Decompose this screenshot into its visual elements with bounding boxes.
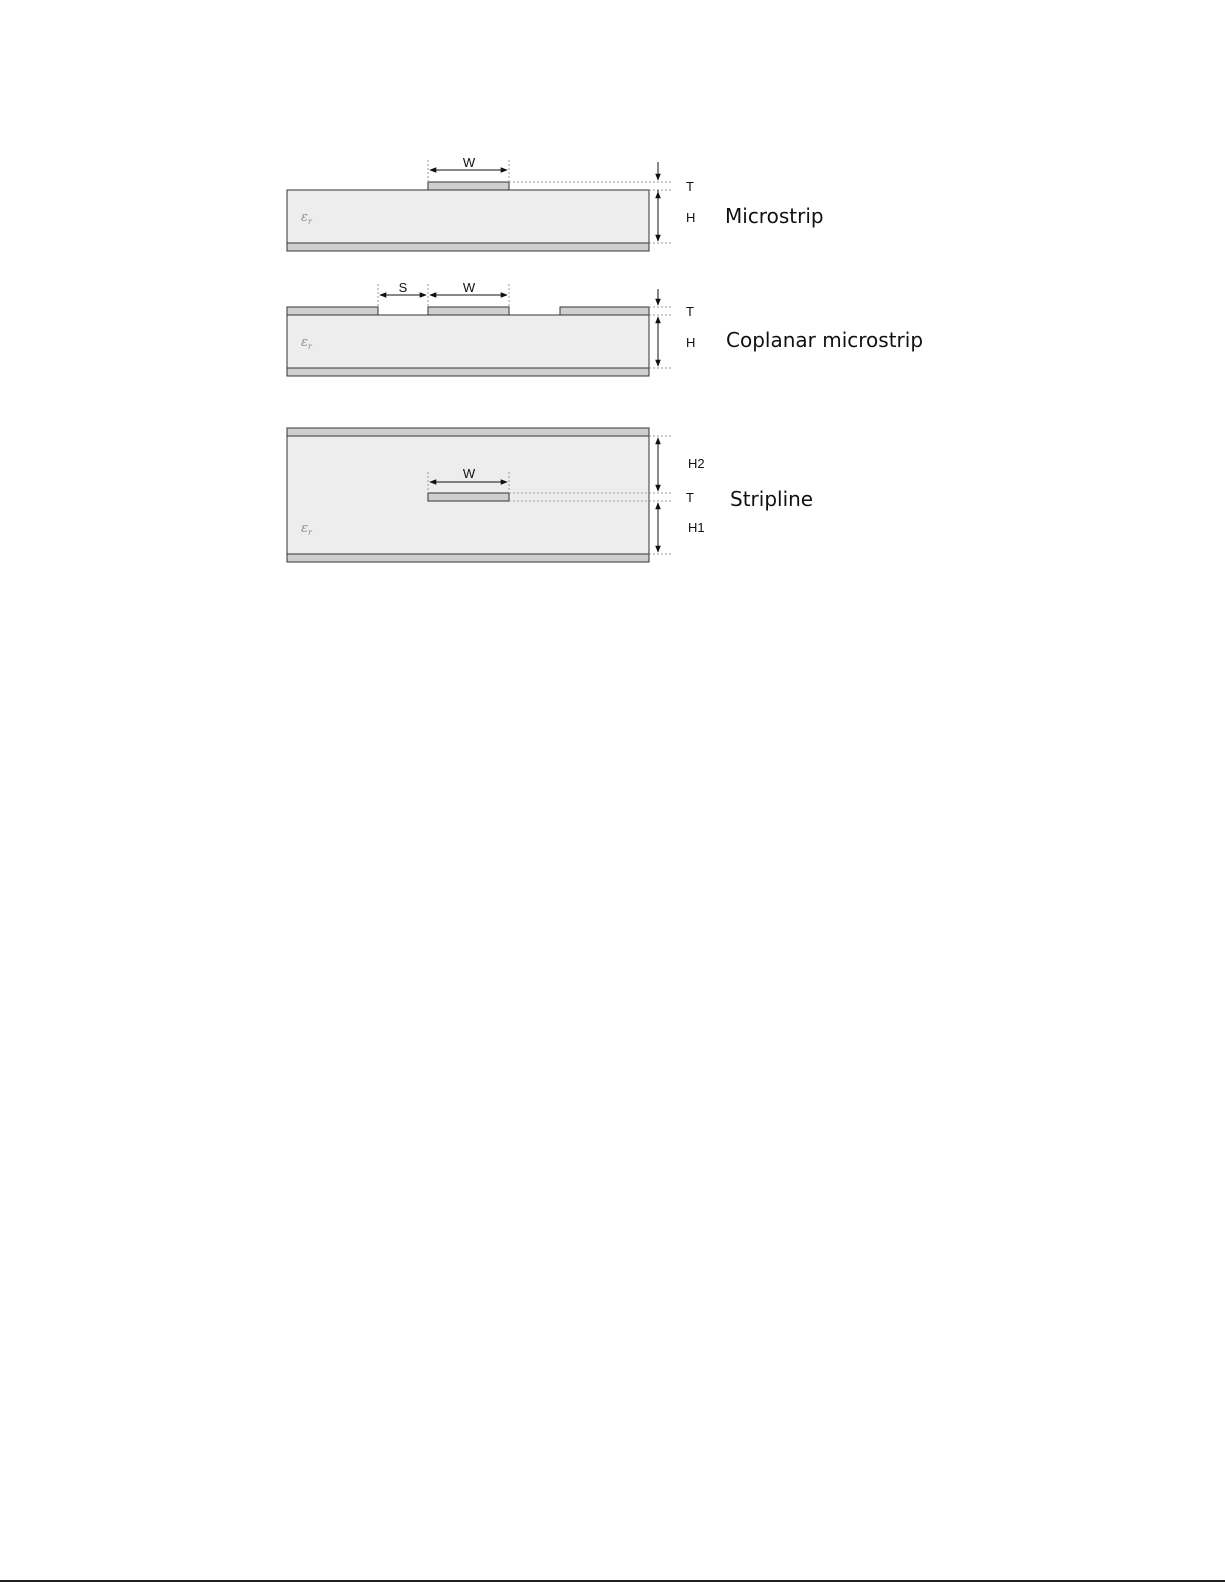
stripline-thickness-label: T: [686, 490, 694, 505]
microstrip-thickness-label: T: [686, 179, 694, 194]
stripline-permittivity-symbol: $\varepsilon_r$: [301, 521, 312, 537]
microstrip-permittivity-symbol: $\varepsilon_r$: [301, 210, 312, 226]
microstrip-width-label: W: [462, 155, 476, 170]
stripline-bottom-ground-plane: [287, 554, 649, 562]
microstrip-ground-plane: [287, 243, 649, 251]
microstrip-substrate: [287, 190, 649, 243]
coplanar-width-label: W: [462, 280, 476, 295]
coplanar-figure: [287, 280, 923, 376]
coplanar-substrate: [287, 315, 649, 368]
coplanar-right-ground-trace: [560, 307, 649, 315]
stripline-trace: [428, 493, 509, 501]
stripline-upper-height-label: H2: [688, 456, 705, 471]
stripline-figure: [287, 428, 813, 562]
coplanar-permittivity-symbol: $\varepsilon_r$: [301, 335, 312, 351]
coplanar-ground-plane: [287, 368, 649, 376]
stripline-title: Stripline: [730, 487, 814, 511]
stripline-lower-height-label: H1: [688, 520, 705, 535]
microstrip-height-label: H: [686, 210, 696, 225]
stripline-width-label: W: [462, 466, 476, 481]
stripline-top-ground-plane: [287, 428, 649, 436]
microstrip-title: Microstrip: [725, 204, 824, 228]
coplanar-left-ground-trace: [287, 307, 378, 315]
coplanar-title: Coplanar microstrip: [726, 328, 924, 352]
coplanar-height-label: H: [686, 335, 696, 350]
microstrip-figure: [287, 155, 824, 251]
coplanar-spacing-label: S: [398, 280, 408, 295]
page-bottom-rule: [0, 1580, 1225, 1582]
microstrip-trace: [428, 182, 509, 190]
coplanar-thickness-label: T: [686, 304, 694, 319]
coplanar-signal-trace: [428, 307, 509, 315]
